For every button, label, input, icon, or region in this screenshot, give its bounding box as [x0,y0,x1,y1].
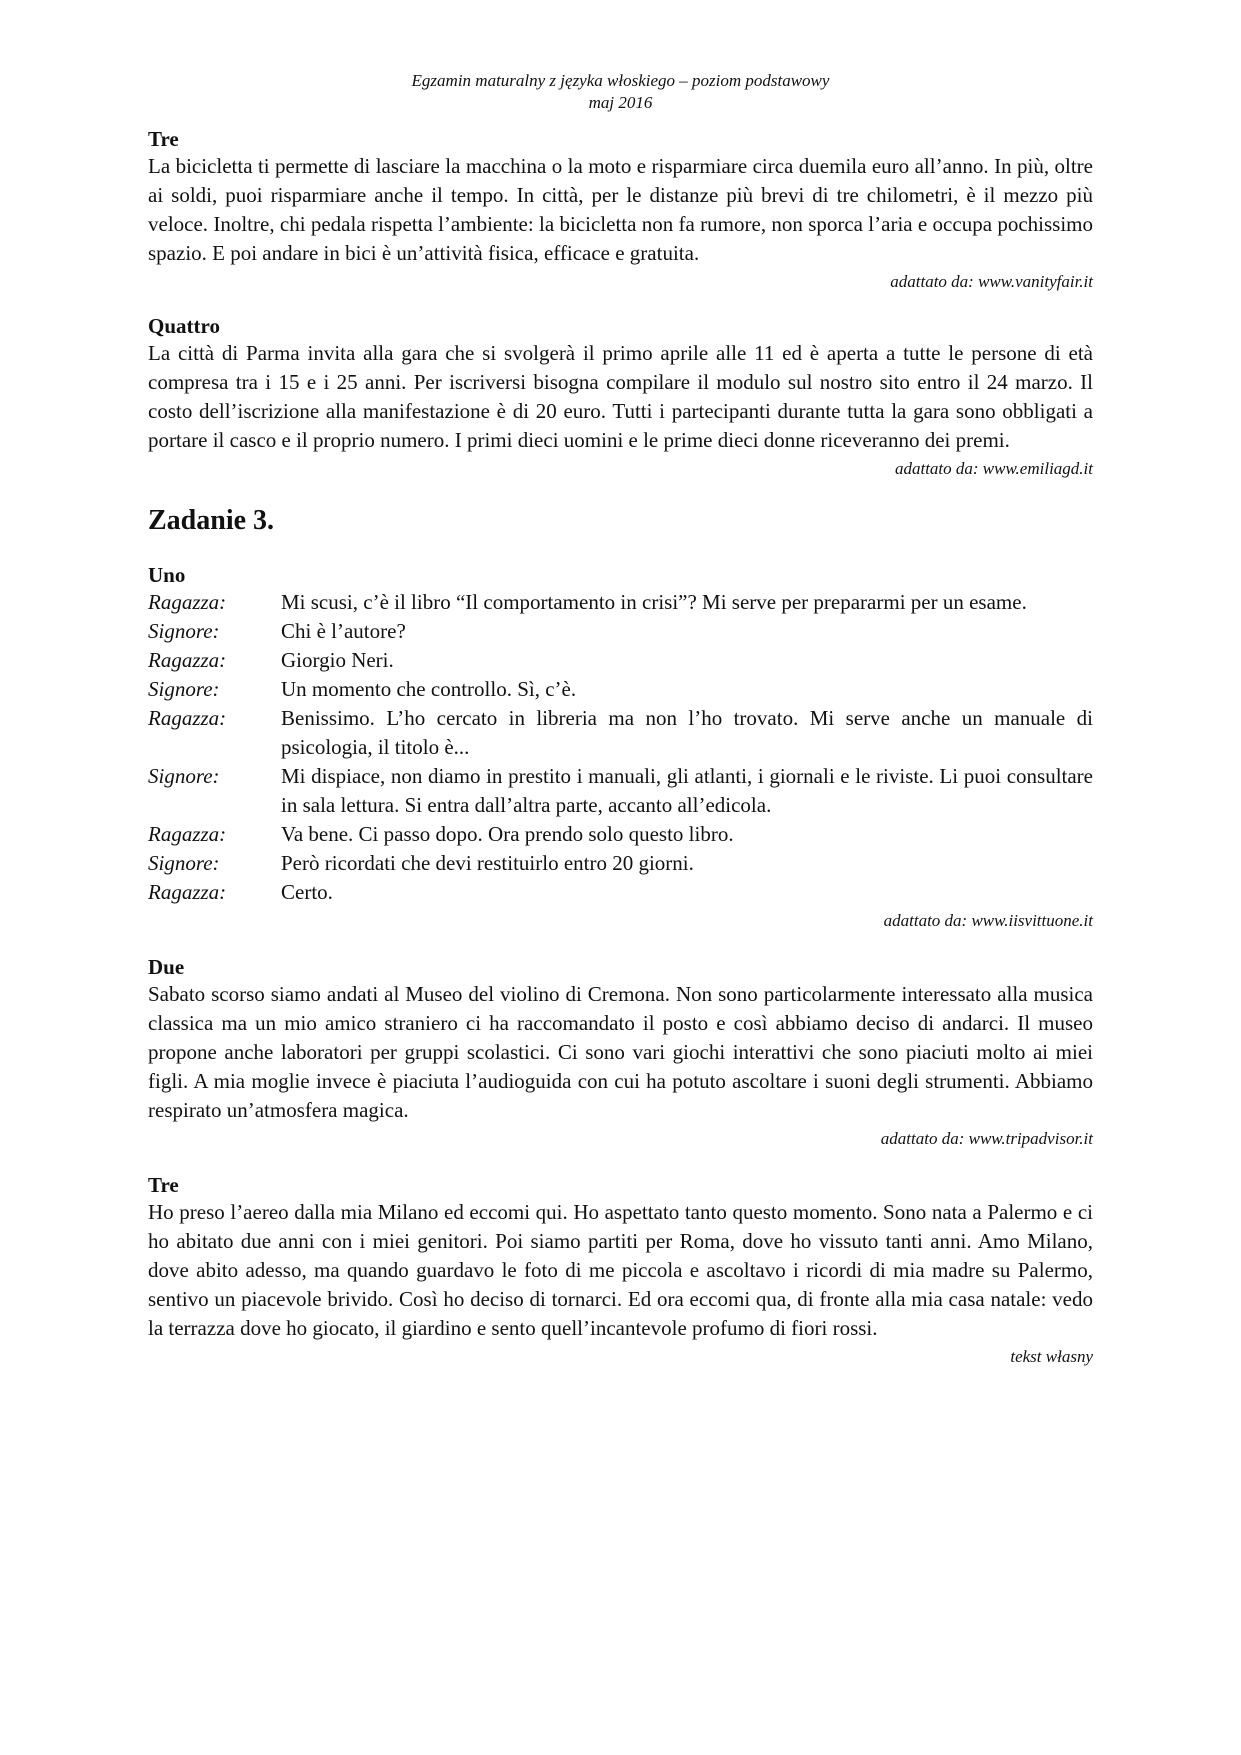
dialog-line: Benissimo. L’ho cercato in libreria ma non l’ho trovato. Mi serve anche un manuale di psicologia, il titolo è... [281,706,1093,759]
dialog-speaker: Ragazza: [148,648,227,672]
section-text: Sabato scorso siamo andati al Museo del violino di Cremona. Non sono particolarmente interessato alla musica classica ma un mio amico straniero ci ha raccomandato il posto e così abbiamo deciso di andarci. Il museo propone anche laboratori per gruppi scolastici. Ci sono vari giochi interattivi che sono piaciuti molto ai miei figli. A mia moglie invece è piaciuta l’audioguida con cui ha potuto ascoltare i suoni degli strumenti. Abbiamo respirato un’atmosfera magica. [148,982,1093,1122]
section-heading: Tre [148,127,179,151]
section-due [148,954,1093,1150]
dialog-row [148,704,1093,762]
dialog-speaker: Signore: [148,619,220,643]
section-text: La città di Parma invita alla gara che si svolgerà il primo aprile alle 11 ed è aperta a tutte le persone di età compresa tra i 15 e i 25 anni. Per iscriversi bisogna compilare il modulo sul nostro sito entro il 24 marzo. Il costo dell’iscrizione alla manifestazione è di 20 euro. Tutti i partecipanti durante tutta la gara sono obbligati a portare il casco e il proprio numero. I primi dieci uomini e le prime dieci donne riceveranno dei premi. [148,341,1093,452]
section-heading: Quattro [148,314,220,338]
dialog-line: Mi dispiace, non diamo in prestito i manuali, gli atlanti, i giornali e le riviste. Li puoi consultare in sala lettura. Si entra dall’altra parte, accanto all’edicola. [281,764,1093,817]
dialog-row [148,762,1093,820]
section-heading: Tre [148,1173,179,1197]
dialog-row [148,646,1093,675]
section-text: Ho preso l’aereo dalla mia Milano ed eccomi qui. Ho aspettato tanto questo momento. Sono nata a Palermo e ci ho abitato due anni con i miei genitori. Poi siamo partiti per Roma, dove ho vissuto tanti anni. Amo Milano, dove abito adesso, ma quando guardavo le foto di me piccola e ascoltavo i ricordi di mia madre su Palermo, sentivo un piacevole brivido. Così ho deciso di tornarci. Ed ora eccomi qua, di fronte alla mia casa natale: vedo la terrazza dove ho giocato, il giardino e sento quell’incantevole profumo di fiori rossi. [148,1200,1093,1340]
dialog-line: Mi scusi, c’è il libro “Il comportamento in crisi”? Mi serve per prepararmi per un esame. [281,590,1027,614]
dialog-row [148,820,1093,849]
source-citation: adattato da: www.tripadvisor.it [880,1129,1093,1148]
source-citation: tekst własny [1010,1347,1093,1366]
dialog-line: Chi è l’autore? [281,619,406,643]
header-title: Egzamin maturalny z języka włoskiego – poziom podstawowy [411,71,830,90]
dialog-row [148,588,1093,617]
dialog-speaker: Ragazza: [148,706,227,730]
section-uno-dialog [148,562,1093,932]
section-quattro [148,313,1093,480]
dialog-speaker: Ragazza: [148,880,227,904]
dialog-row [148,849,1093,878]
source-citation: adattato da: www.iisvittuone.it [883,911,1093,930]
dialog-speaker: Signore: [148,764,220,788]
dialog-row [148,675,1093,704]
dialog-row [148,878,1093,907]
source-citation: adattato da: www.emiliagd.it [894,459,1093,478]
section-tre-palermo [148,1172,1093,1368]
dialog-speaker: Ragazza: [148,822,227,846]
dialog-line: Però ricordati che devi restituirlo entro 20 giorni. [281,851,694,875]
dialog-line: Va bene. Ci passo dopo. Ora prendo solo questo libro. [281,822,734,846]
section-tre-bicicletta [148,126,1093,293]
dialog [148,588,1093,907]
dialog-line: Un momento che controllo. Sì, c’è. [281,677,577,701]
document-page [148,70,1093,1368]
dialog-speaker: Signore: [148,677,220,701]
dialog-line: Giorgio Neri. [281,648,394,672]
section-heading: Due [148,955,185,979]
section-text: La bicicletta ti permette di lasciare la macchina o la moto e risparmiare circa duemila euro all’anno. In più, oltre ai soldi, puoi risparmiare anche il tempo. In città, per le distanze più brevi di tre chilometri, è il mezzo più veloce. Inoltre, chi pedala rispetta l’ambiente: la bicicletta non fa rumore, non sporca l’aria e occupa pochissimo spazio. E poi andare in bici è un’attività fisica, efficace e gratuita. [148,154,1093,265]
section-heading: Uno [148,563,186,587]
dialog-speaker: Signore: [148,851,220,875]
dialog-speaker: Ragazza: [148,590,227,614]
task-title: Zadanie 3. [148,505,275,536]
page-header [148,70,1093,114]
dialog-line: Certo. [281,880,333,904]
dialog-row [148,617,1093,646]
source-citation: adattato da: www.vanityfair.it [890,272,1093,291]
header-date: maj 2016 [588,93,653,112]
